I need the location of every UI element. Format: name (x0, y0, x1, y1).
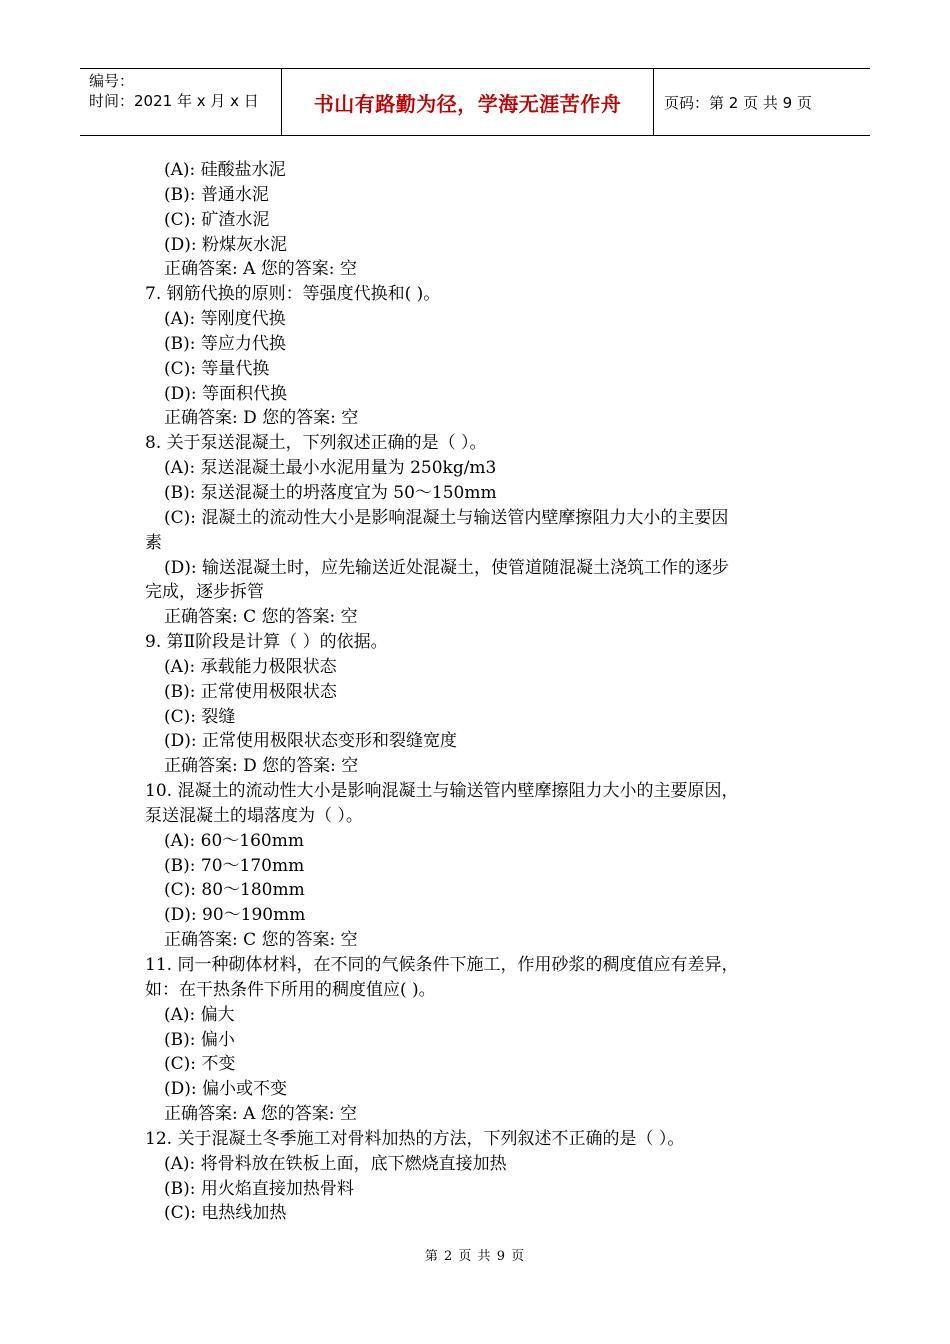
header-page-cell (654, 69, 870, 135)
option-line: (D): 正常使用极限状态变形和裂缝宽度 (164, 731, 458, 752)
question-line: 9. 第Ⅱ阶段是计算（ ）的依据。 (145, 632, 388, 653)
motto-text: 书山有路勤为径，学海无涯苦作舟 (313, 91, 622, 116)
option-line: (A): 泵送混凝土最小水泥用量为 250kg/m3 (164, 458, 497, 479)
page-header (80, 68, 870, 136)
option-line: (A): 将骨料放在铁板上面，底下燃烧直接加热 (164, 1153, 507, 1174)
option-line: (A): 偏大 (164, 1004, 235, 1025)
option-line: (B): 正常使用极限状态 (164, 681, 337, 702)
option-line: (D): 粉煤灰水泥 (164, 234, 288, 255)
question-line: 8. 关于泵送混凝土，下列叙述正确的是（ ）。 (145, 433, 487, 454)
option-line: (B): 等应力代换 (164, 333, 286, 354)
option-line: (D): 偏小或不变 (164, 1079, 288, 1100)
option-line: (A): 硅酸盐水泥 (164, 160, 286, 180)
answer-line: 正确答案: A 您的答案: 空 (164, 259, 357, 280)
option-line: (C): 不变 (164, 1054, 236, 1075)
question-list (145, 158, 825, 1226)
option-line: (C): 裂缝 (164, 706, 236, 727)
option-line: (D): 90～190mm (164, 905, 306, 926)
answer-line: 正确答案: C 您的答案: 空 (164, 930, 358, 951)
page-number-label: 页码：第 2 页 共 9 页 (664, 93, 812, 112)
option-line: (B): 用火焰直接加热骨料 (164, 1178, 354, 1199)
option-line: (B): 普通水泥 (164, 184, 269, 205)
question-line-continued: 泵送混凝土的塌落度为（ ）。 (145, 805, 363, 826)
option-line: (C): 80～180mm (164, 880, 305, 901)
question-line: 7. 钢筋代换的原则：等强度代换和( )。 (145, 284, 441, 305)
question-line: 12. 关于混凝土冬季施工对骨料加热的方法，下列叙述不正确的是（ ）。 (145, 1128, 685, 1149)
header-motto-cell (282, 69, 654, 135)
option-line: (D): 等面积代换 (164, 383, 288, 404)
date-label: 时间：2021 年 x 月 x 日 (89, 92, 259, 110)
question-line: 10. 混凝土的流动性大小是影响混凝土与输送管内壁摩擦阻力大小的主要原因， (145, 781, 739, 802)
header-info-cell (80, 69, 282, 135)
option-line-continued: 素 (145, 532, 162, 553)
option-line: (A): 60～160mm (164, 830, 304, 851)
option-line: (B): 偏小 (164, 1029, 235, 1050)
option-line: (C): 电热线加热 (164, 1203, 287, 1224)
answer-line: 正确答案: D 您的答案: 空 (164, 756, 359, 777)
option-line: (C): 等量代换 (164, 358, 270, 379)
answer-line: 正确答案: D 您的答案: 空 (164, 408, 359, 429)
answer-line: 正确答案: A 您的答案: 空 (164, 1104, 357, 1125)
option-line: (A): 承载能力极限状态 (164, 656, 337, 677)
option-line: (B): 泵送混凝土的坍落度宜为 50～150mm (164, 482, 497, 503)
option-line: (C): 混凝土的流动性大小是影响混凝土与输送管内壁摩擦阻力大小的主要因 (164, 507, 729, 528)
question-line: 11. 同一种砌体材料，在不同的气候条件下施工，作用砂浆的稠度值应有差异， (145, 955, 739, 975)
option-line: (C): 矿渣水泥 (164, 209, 270, 230)
option-line-continued: 完成，逐步拆管 (145, 582, 264, 603)
option-line: (B): 70～170mm (164, 855, 305, 876)
serial-number-label: 编号： (89, 72, 135, 90)
page-footer: 第 2 页 共 9 页 (424, 1249, 526, 1264)
option-line: (D): 输送混凝土时，应先输送近处混凝土，使管道随混凝土浇筑工作的逐步 (164, 557, 730, 578)
answer-line: 正确答案: C 您的答案: 空 (164, 607, 358, 628)
option-line: (A): 等刚度代换 (164, 309, 286, 330)
question-line-continued: 如：在干热条件下所用的稠度值应( )。 (145, 979, 436, 1000)
